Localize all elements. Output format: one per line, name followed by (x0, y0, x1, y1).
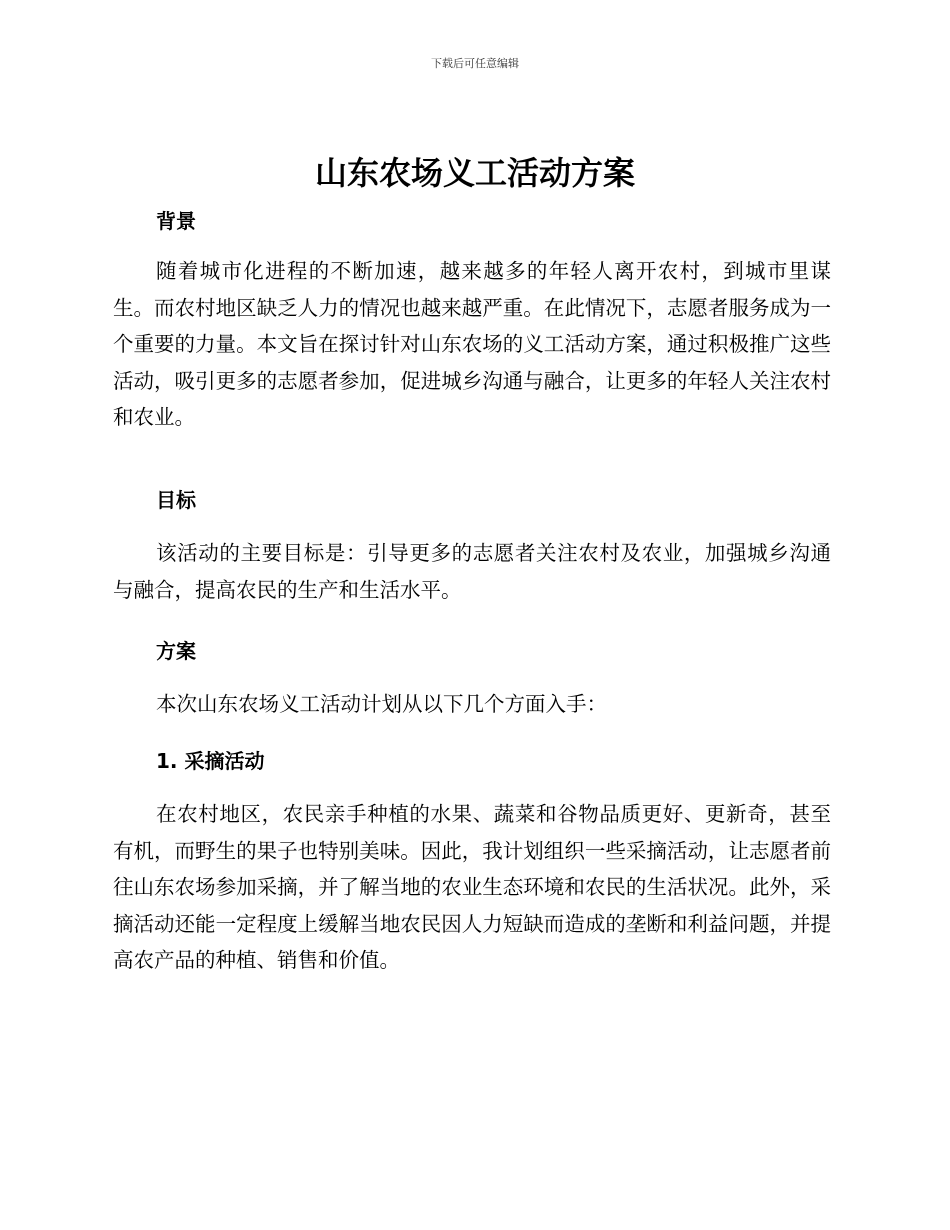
section-heading-picking: 1. 采摘活动 (156, 749, 265, 773)
section-paragraph-background: 随着城市化进程的不断加速，越来越多的年轻人离开农村，到城市里谋生。而农村地区缺乏人力的情况也越来越严重。在此情况下，志愿者服务成为一个重要的力量。本文旨在探讨针对山东农场的义工活动方案，通过积极推广这些活动，吸引更多的志愿者参加，促进城乡沟通与融合，让更多的年轻人关注农村和农业。 (113, 259, 831, 429)
section-paragraph-plan: 本次山东农场义工活动计划从以下几个方面入手： (156, 692, 607, 716)
section-paragraph-goal: 该活动的主要目标是：引导更多的志愿者关注农村及农业，加强城乡沟通与融合，提高农民的生产和生活水平。 (113, 541, 831, 602)
section-heading-goal: 目标 (156, 488, 196, 512)
section-paragraph-picking: 在农村地区，农民亲手种植的水果、蔬菜和谷物品质更好、更新奇，甚至有机，而野生的果子也特别美味。因此，我计划组织一些采摘活动，让志愿者前往山东农场参加采摘，并了解当地的农业生态环境和农民的生活状况。此外，采摘活动还能一定程度上缓解当地农民因人力短缺而造成的垄断和利益问题，并提高农产品的种植、销售和价值。 (113, 802, 831, 972)
header-note: 下载后可任意编辑 (431, 57, 519, 70)
document-title: 山东农场义工活动方案 (314, 154, 635, 192)
section-heading-background: 背景 (156, 209, 196, 233)
section-heading-plan: 方案 (156, 639, 196, 663)
